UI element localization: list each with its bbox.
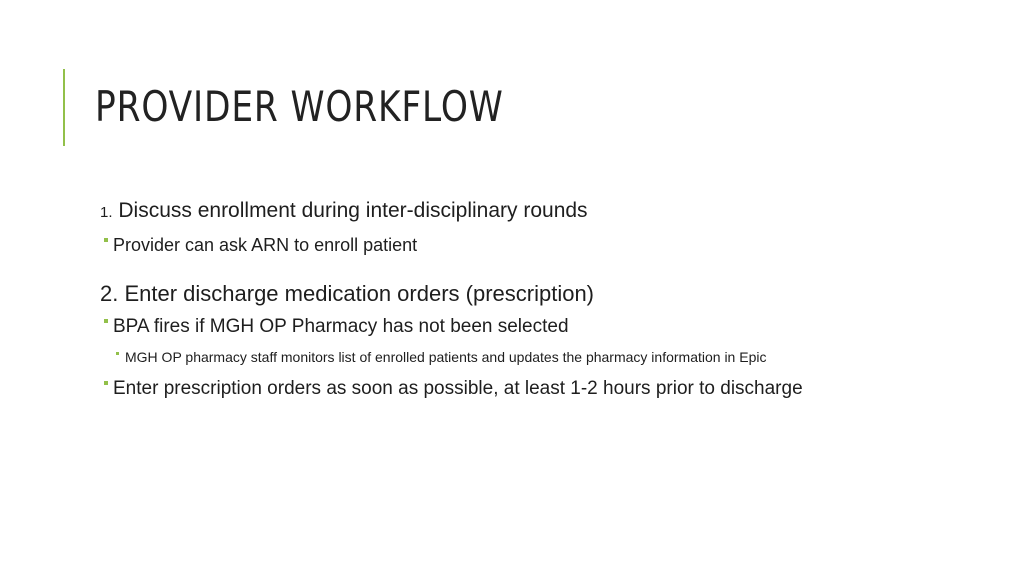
square-bullet-icon bbox=[104, 381, 108, 385]
bullet-item bbox=[104, 233, 417, 257]
bullet-text: Enter prescription orders as soon as possible, at least 1-2 hours prior to discharge bbox=[113, 378, 803, 399]
square-bullet-icon bbox=[104, 319, 108, 323]
numbered-item-1 bbox=[100, 197, 588, 227]
bullet-text: Provider can ask ARN to enroll patient bbox=[113, 235, 418, 255]
sub-bullet-item bbox=[116, 347, 766, 367]
bullet-text: BPA fires if MGH OP Pharmacy has not been selected bbox=[113, 316, 569, 337]
bullet-item bbox=[104, 376, 803, 402]
bullet-item bbox=[104, 314, 569, 340]
title-accent-bar bbox=[63, 69, 65, 146]
item-text: 2. Enter discharge medication orders (prescription) bbox=[100, 281, 595, 306]
square-bullet-icon bbox=[116, 352, 119, 355]
numbered-item-2 bbox=[100, 279, 594, 309]
slide-title: PROVIDER WORKFLOW bbox=[95, 82, 504, 131]
sub-bullet-text: MGH OP pharmacy staff monitors list of enrolled patients and updates the pharmacy information in Epic bbox=[125, 349, 767, 365]
item-number: 1. bbox=[100, 204, 113, 221]
square-bullet-icon bbox=[104, 238, 108, 242]
item-text: Discuss enrollment during inter-disciplinary rounds bbox=[118, 199, 588, 222]
